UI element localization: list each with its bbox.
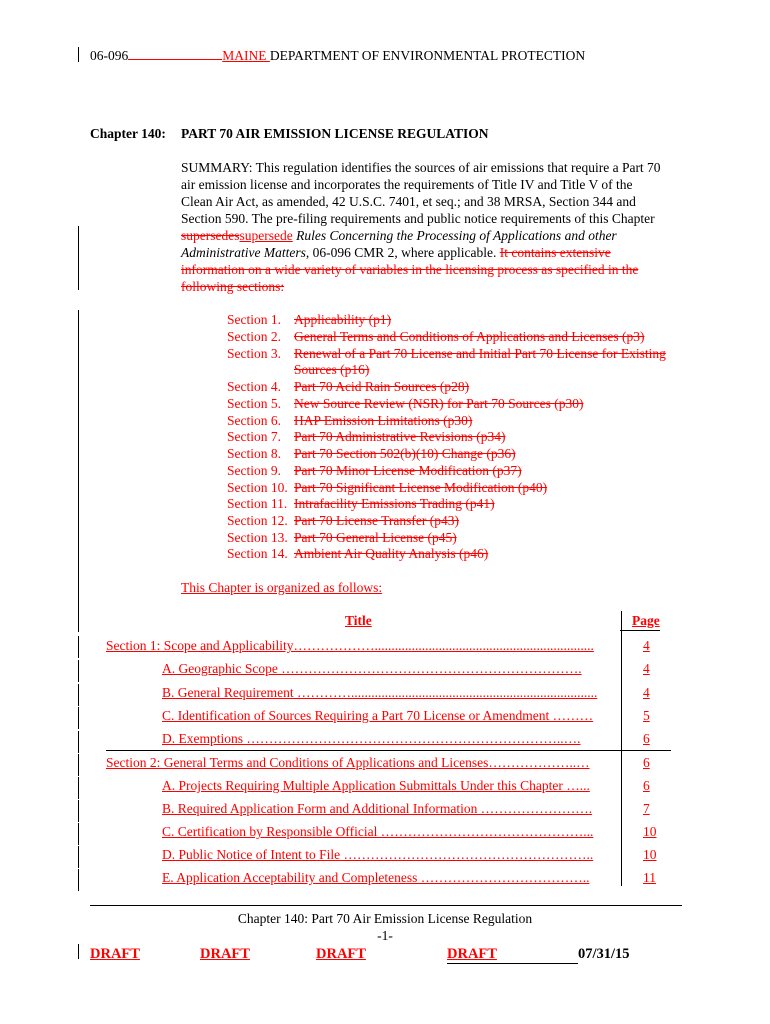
toc-link-certification[interactable]: C. Certification by Responsible Official ………………………………………... [162, 824, 594, 839]
header-agency: DEPARTMENT OF ENVIRONMENTAL PROTECTION [269, 48, 586, 63]
toc-page-number[interactable]: 10 [643, 824, 657, 839]
draft-label: DRAFT [447, 946, 578, 964]
toc-page-number[interactable]: 11 [643, 870, 656, 885]
summary-text: SUMMARY: This regulation identifies the sources of air emissions that require a Part 70 air emission license and incorporates the requirements of Title IV and Title V of the Clean Air Act, as amended, 42 U.S.C. 7401, et seq.; and 38 MRSA, Section 344 and Section 590. The pre-filing requirements and public notice requirements of this Chapter [181, 160, 661, 226]
deleted-sentence: It contains extensive information on a wide variety of variables in the licensing process as specified in the following sections: [181, 245, 639, 294]
toc-page-number[interactable]: 4 [643, 685, 650, 700]
rule-reference: Rules Concerning the Processing of Applications and other Administrative Matters [181, 228, 617, 260]
toc-link-public-notice[interactable]: D. Public Notice of Intent to File ……………………………………………….. [162, 847, 594, 862]
deleted-section-item: Section 8. Part 70 Section 502(b)(10) Change (p36) [227, 446, 516, 461]
deleted-section-item: Sources (p16) [294, 362, 370, 377]
deleted-section-item: Section 12. Part 70 License Transfer (p43) [227, 513, 459, 528]
toc-title-header: Title [345, 613, 372, 628]
summary-paragraph [181, 159, 661, 295]
toc-link-geographic-scope[interactable]: A. Geographic Scope …………………………………………………………. [162, 661, 582, 676]
toc-page-number[interactable]: 6 [643, 755, 650, 770]
header-blank-line [128, 47, 222, 60]
deleted-section-item: Section 6. HAP Emission Limitations (p30) [227, 413, 473, 428]
deleted-section-item: Section 7. Part 70 Administrative Revisions (p34) [227, 429, 506, 444]
change-bar [78, 869, 79, 891]
chapter-title [90, 126, 488, 142]
toc-link-acceptability[interactable]: E. Application Acceptability and Completeness ……………………………….. [162, 870, 590, 885]
toc-page-header: Page [632, 613, 660, 628]
change-bar [78, 777, 79, 799]
draft-label: DRAFT [200, 946, 250, 962]
change-bar [78, 660, 79, 682]
deleted-section-item: Section 3. Renewal of a Part 70 License and Initial Part 70 License for Existing [227, 346, 666, 361]
toc-header-rule [620, 630, 660, 631]
organized-intro: This Chapter is organized as follows: [181, 580, 383, 595]
deleted-section-item: Section 5. New Source Review (NSR) for Part 70 Sources (p30) [227, 396, 584, 411]
deleted-section-item: Section 9. Part 70 Minor License Modification (p37) [227, 463, 522, 478]
summary-text-2: , 06-096 CMR 2, where applicable. [305, 245, 500, 260]
toc-page-number[interactable]: 7 [643, 801, 650, 816]
change-bar [78, 823, 79, 845]
toc-column-divider [621, 611, 622, 886]
change-bar [78, 731, 79, 753]
deleted-section-item: Section 1. Applicability (p1) [227, 312, 392, 327]
toc-link-section-1[interactable]: Section 1: Scope and Applicability………………................................................................. [106, 638, 594, 653]
page-header [90, 47, 585, 64]
toc-link-identification[interactable]: C. Identification of Sources Requiring a Part 70 License or Amendment ……… [162, 708, 594, 723]
change-bar [78, 846, 79, 868]
toc-page-number[interactable]: 4 [643, 661, 650, 676]
deleted-section-item: Section 4. Part 70 Acid Rain Sources (p28) [227, 379, 470, 394]
deleted-section-item: Section 14. Ambient Air Quality Analysis (p46) [227, 546, 489, 561]
change-bar [78, 684, 79, 706]
deleted-section-item: Section 10. Part 70 Significant License Modification (p40) [227, 480, 548, 495]
deleted-section-item: Section 13. Part 70 General License (p45) [227, 530, 457, 545]
toc-link-multiple-submittals[interactable]: A. Projects Requiring Multiple Application Submittals Under this Chapter …... [162, 778, 590, 793]
inserted-word: supersede [239, 228, 293, 243]
change-bar [78, 636, 79, 658]
toc-link-exemptions[interactable]: D. Exemptions ……………………………………………………………..…. [162, 731, 581, 746]
draft-label: DRAFT [316, 946, 366, 962]
toc-page-number[interactable]: 5 [643, 708, 650, 723]
change-bar [78, 944, 79, 959]
toc-page-number[interactable]: 6 [643, 778, 650, 793]
toc-page-number[interactable]: 6 [643, 731, 650, 746]
deleted-word: supersedes [181, 228, 240, 243]
toc-link-application-form[interactable]: B. Required Application Form and Additional Information ……………………. [162, 801, 593, 816]
footer-chapter-title: Chapter 140: Part 70 Air Emission License Regulation [237, 911, 533, 926]
draft-banner [90, 946, 630, 964]
change-bar [78, 226, 79, 290]
deleted-section-item: Section 2. General Terms and Conditions of Applications and Licenses (p3) [227, 329, 645, 344]
header-agency-inserted: MAINE [222, 48, 270, 63]
toc-link-general-requirement[interactable]: B. General Requirement …………......................................................................... [162, 685, 598, 700]
chapter-label: Chapter 140: [90, 126, 166, 141]
change-bar [78, 47, 79, 62]
chapter-name: PART 70 AIR EMISSION LICENSE REGULATION [181, 126, 489, 141]
change-bar [78, 310, 79, 632]
change-bar [78, 754, 79, 776]
deleted-section-item: Section 11. Intrafacility Emissions Trading (p41) [227, 496, 495, 511]
toc-link-section-2[interactable]: Section 2: General Terms and Conditions of Applications and Licenses………………..… [106, 755, 590, 770]
toc-page-number[interactable]: 4 [643, 638, 650, 653]
change-bar [78, 707, 79, 729]
toc-page-number[interactable]: 10 [643, 847, 657, 862]
footer-page-number: -1- [377, 928, 393, 943]
draft-date: 07/31/15 [578, 946, 630, 962]
header-code: 06-096 [90, 48, 129, 63]
change-bar [78, 800, 79, 822]
draft-label: DRAFT [90, 946, 140, 962]
toc-section-rule [106, 750, 671, 751]
footer-rule [90, 905, 682, 906]
